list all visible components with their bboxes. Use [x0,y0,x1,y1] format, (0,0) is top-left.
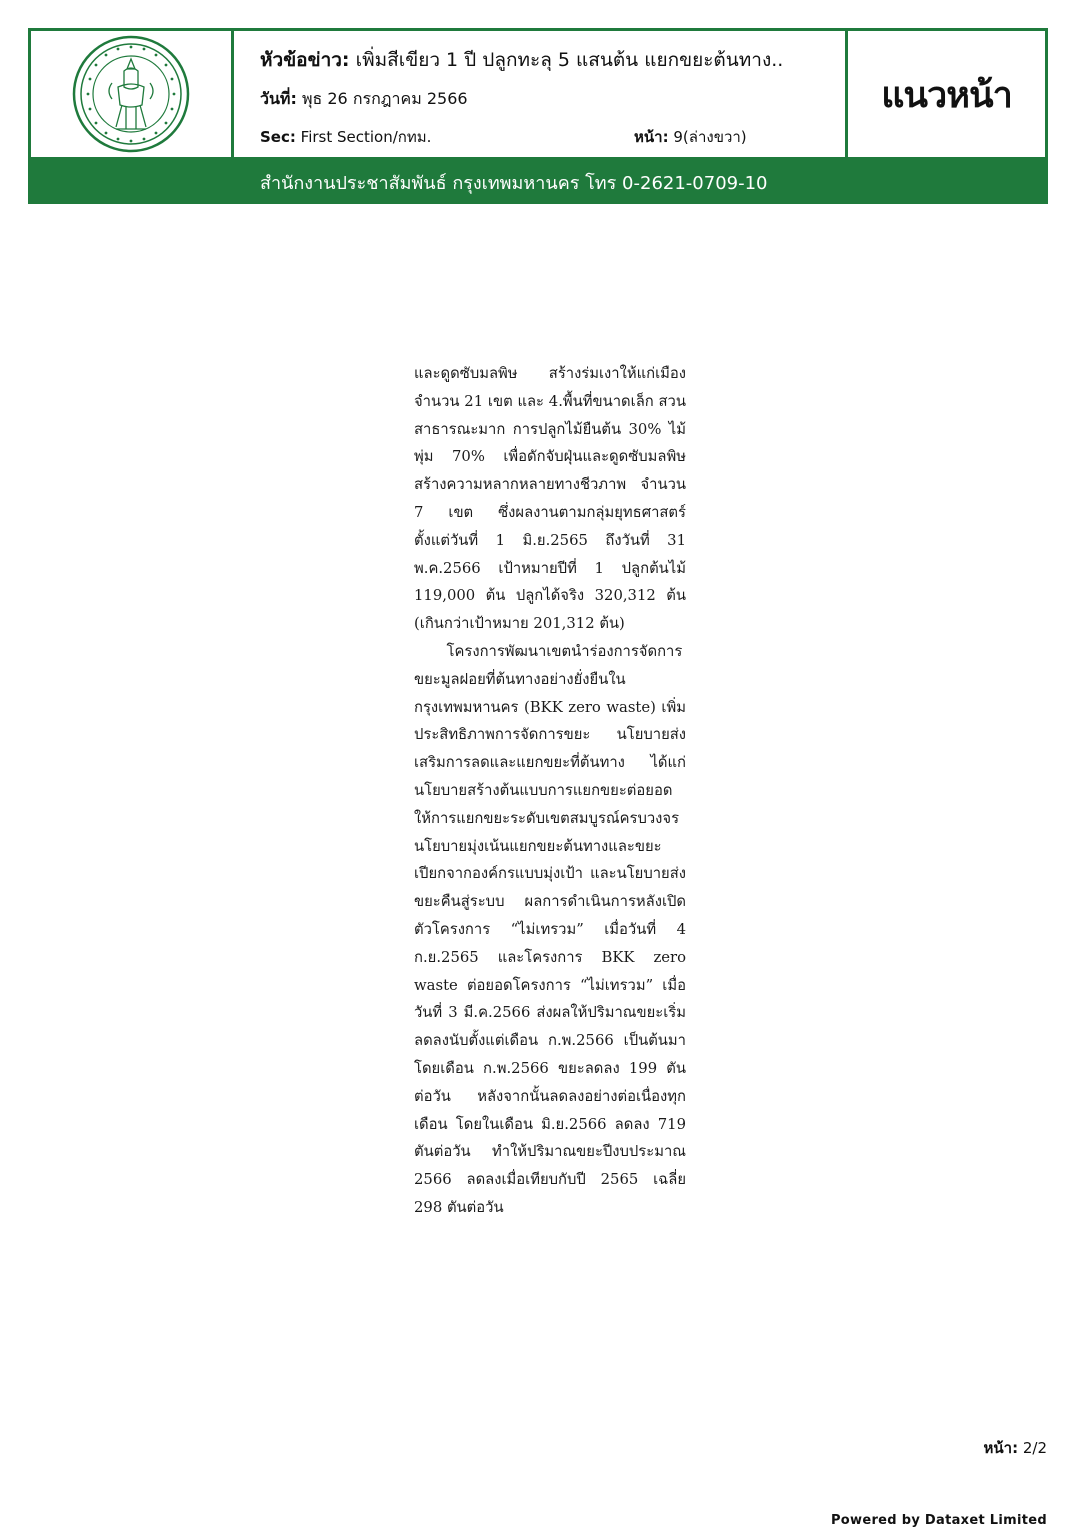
section-text: First Section/กทม. [300,128,432,146]
info-cell [234,31,848,157]
headline-text: เพิ่มสีเขียว 1 ปี ปลูกทะลุ 5 แสนต้น แยกขยะต้นทาง.. [355,49,784,71]
section-label: Sec: [260,128,296,146]
page-ref-label: หน้า: [634,128,669,146]
publication-name: แนวหน้า [881,74,1012,116]
clipping-header [28,28,1048,204]
headline-row [260,45,783,75]
powered-by: Powered by Dataxet Limited [830,1513,1047,1528]
article-column [414,360,686,1222]
page-number-text: 2/2 [1022,1439,1047,1457]
brand-cell [848,31,1045,157]
logo-cell [31,31,234,157]
header-box [28,28,1048,160]
section-row [260,125,431,149]
date-text: พุธ 26 กรกฎาคม 2566 [301,89,468,108]
page-ref-text: 9(ล่างขวา) [673,128,747,146]
headline-label: หัวข้อข่าว: [260,49,350,71]
article-paragraph-1: และดูดซับมลพิษ สร้างร่มเงาให้แก่เมือง จำนวน 21 เขต และ 4.พื้นที่ขนาดเล็ก สวนสาธารณะมาก การปลูกไม้ยืนต้น 30% ไม้พุ่ม 70% เพื่อดักจับฝุ่นและดูดซับมลพิษ สร้างความหลากหลายทางชีวภาพ จำนวน 7 เขต ซึ่งผลงานตามกลุ่มยุทธศาสตร์ ตั้งแต่วันที่ 1 มิ.ย.2565 ถึงวันที่ 31 พ.ค.2566 เป้าหมายปีที่ 1 ปลูกต้นไม้ 119,000 ต้น ปลูกได้จริง 320,312 ต้น (เกินกว่าเป้าหมาย 201,312 ต้น) [414,365,686,633]
date-row [260,87,468,112]
page-number-label: หน้า: [983,1439,1019,1457]
contact-band [28,160,1048,204]
page-number [984,1436,1048,1460]
article-paragraph-2: โครงการพัฒนาเขตนำร่องการจัดการขยะมูลฝอยที่ต้นทางอย่างยั่งยืนในกรุงเทพมหานคร (BKK zero waste) เพิ่มประสิทธิภาพการจัดการขยะ นโยบายส่งเสริมการลดและแยกขยะที่ต้นทาง ได้แก่ นโยบายสร้างต้นแบบการแยกขยะต่อยอดให้การแยกขยะระดับเขตสมบูรณ์ครบวงจร นโยบายมุ่งเน้นแยกขยะต้นทางและขยะเปียกจากองค์กรแบบมุ่งเป้า และนโยบายส่งขยะคืนสู่ระบบ ผลการดำเนินการหลังเปิดตัวโครงการ “ไม่เทรวม” เมื่อวันที่ 4 ก.ย.2565 และโครงการ BKK zero waste ต่อยอดโครงการ “ไม่เทรวม” เมื่อวันที่ 3 มี.ค.2566 ส่งผลให้ปริมาณขยะเริ่มลดลงนับตั้งแต่เดือน ก.พ.2566 เป็นต้นมา โดยเดือน ก.พ.2566 ขยะลดลง 199 ตันต่อวัน หลังจากนั้นลดลงอย่างต่อเนื่องทุกเดือน โดยในเดือน มิ.ย.2566 ลดลง 719 ตันต่อวัน ทำให้ปริมาณขยะปีงบประมาณ 2566 ลดลงเมื่อเทียบกับปี 2565 เฉลี่ย 298 ตันต่อวัน [414,642,686,1216]
date-label: วันที่: [260,89,297,108]
contact-text: สำนักงานประชาสัมพันธ์ กรุงเทพมหานคร โทร 0-2621-0709-10 [260,172,768,194]
bangkok-seal-icon [72,35,190,153]
page-ref [634,125,747,149]
